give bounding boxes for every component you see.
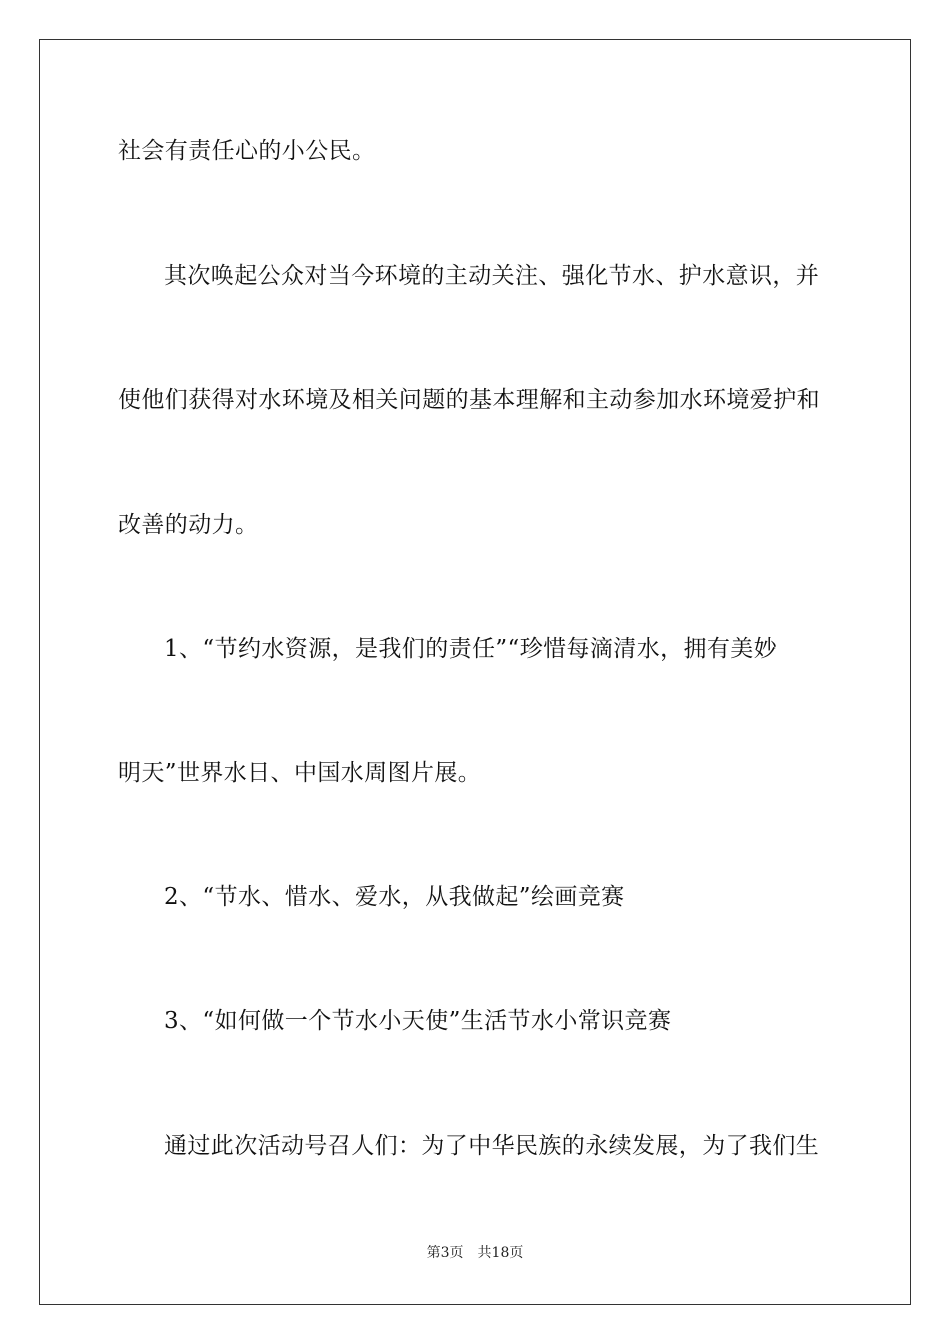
- page-total: 共18页: [477, 1245, 524, 1261]
- page-frame: [39, 39, 911, 1305]
- text-line-4: 改善的动力。: [118, 512, 259, 538]
- text-line-5: 1、“节约水资源，是我们的责任”“珍惜每滴清水，拥有美妙: [164, 636, 778, 662]
- page-footer: [0, 1244, 950, 1262]
- text-line-2: 其次唤起公众对当今环境的主动关注、强化节水、护水意识，并: [164, 263, 820, 289]
- text-line-6: 明天”世界水日、中国水周图片展。: [118, 760, 482, 786]
- text-line-7: 2、“节水、惜水、爱水，从我做起”绘画竞赛: [164, 884, 625, 910]
- text-line-8: 3、“如何做一个节水小天使”生活节水小常识竞赛: [164, 1008, 672, 1034]
- text-line-3: 使他们获得对水环境及相关问题的基本理解和主动参加水环境爱护和: [118, 387, 820, 413]
- text-line-9: 通过此次活动号召人们：为了中华民族的永续发展，为了我们生: [164, 1133, 820, 1159]
- text-line-1: 社会有责任心的小公民。: [118, 138, 376, 164]
- page-number: 第3页: [426, 1245, 464, 1261]
